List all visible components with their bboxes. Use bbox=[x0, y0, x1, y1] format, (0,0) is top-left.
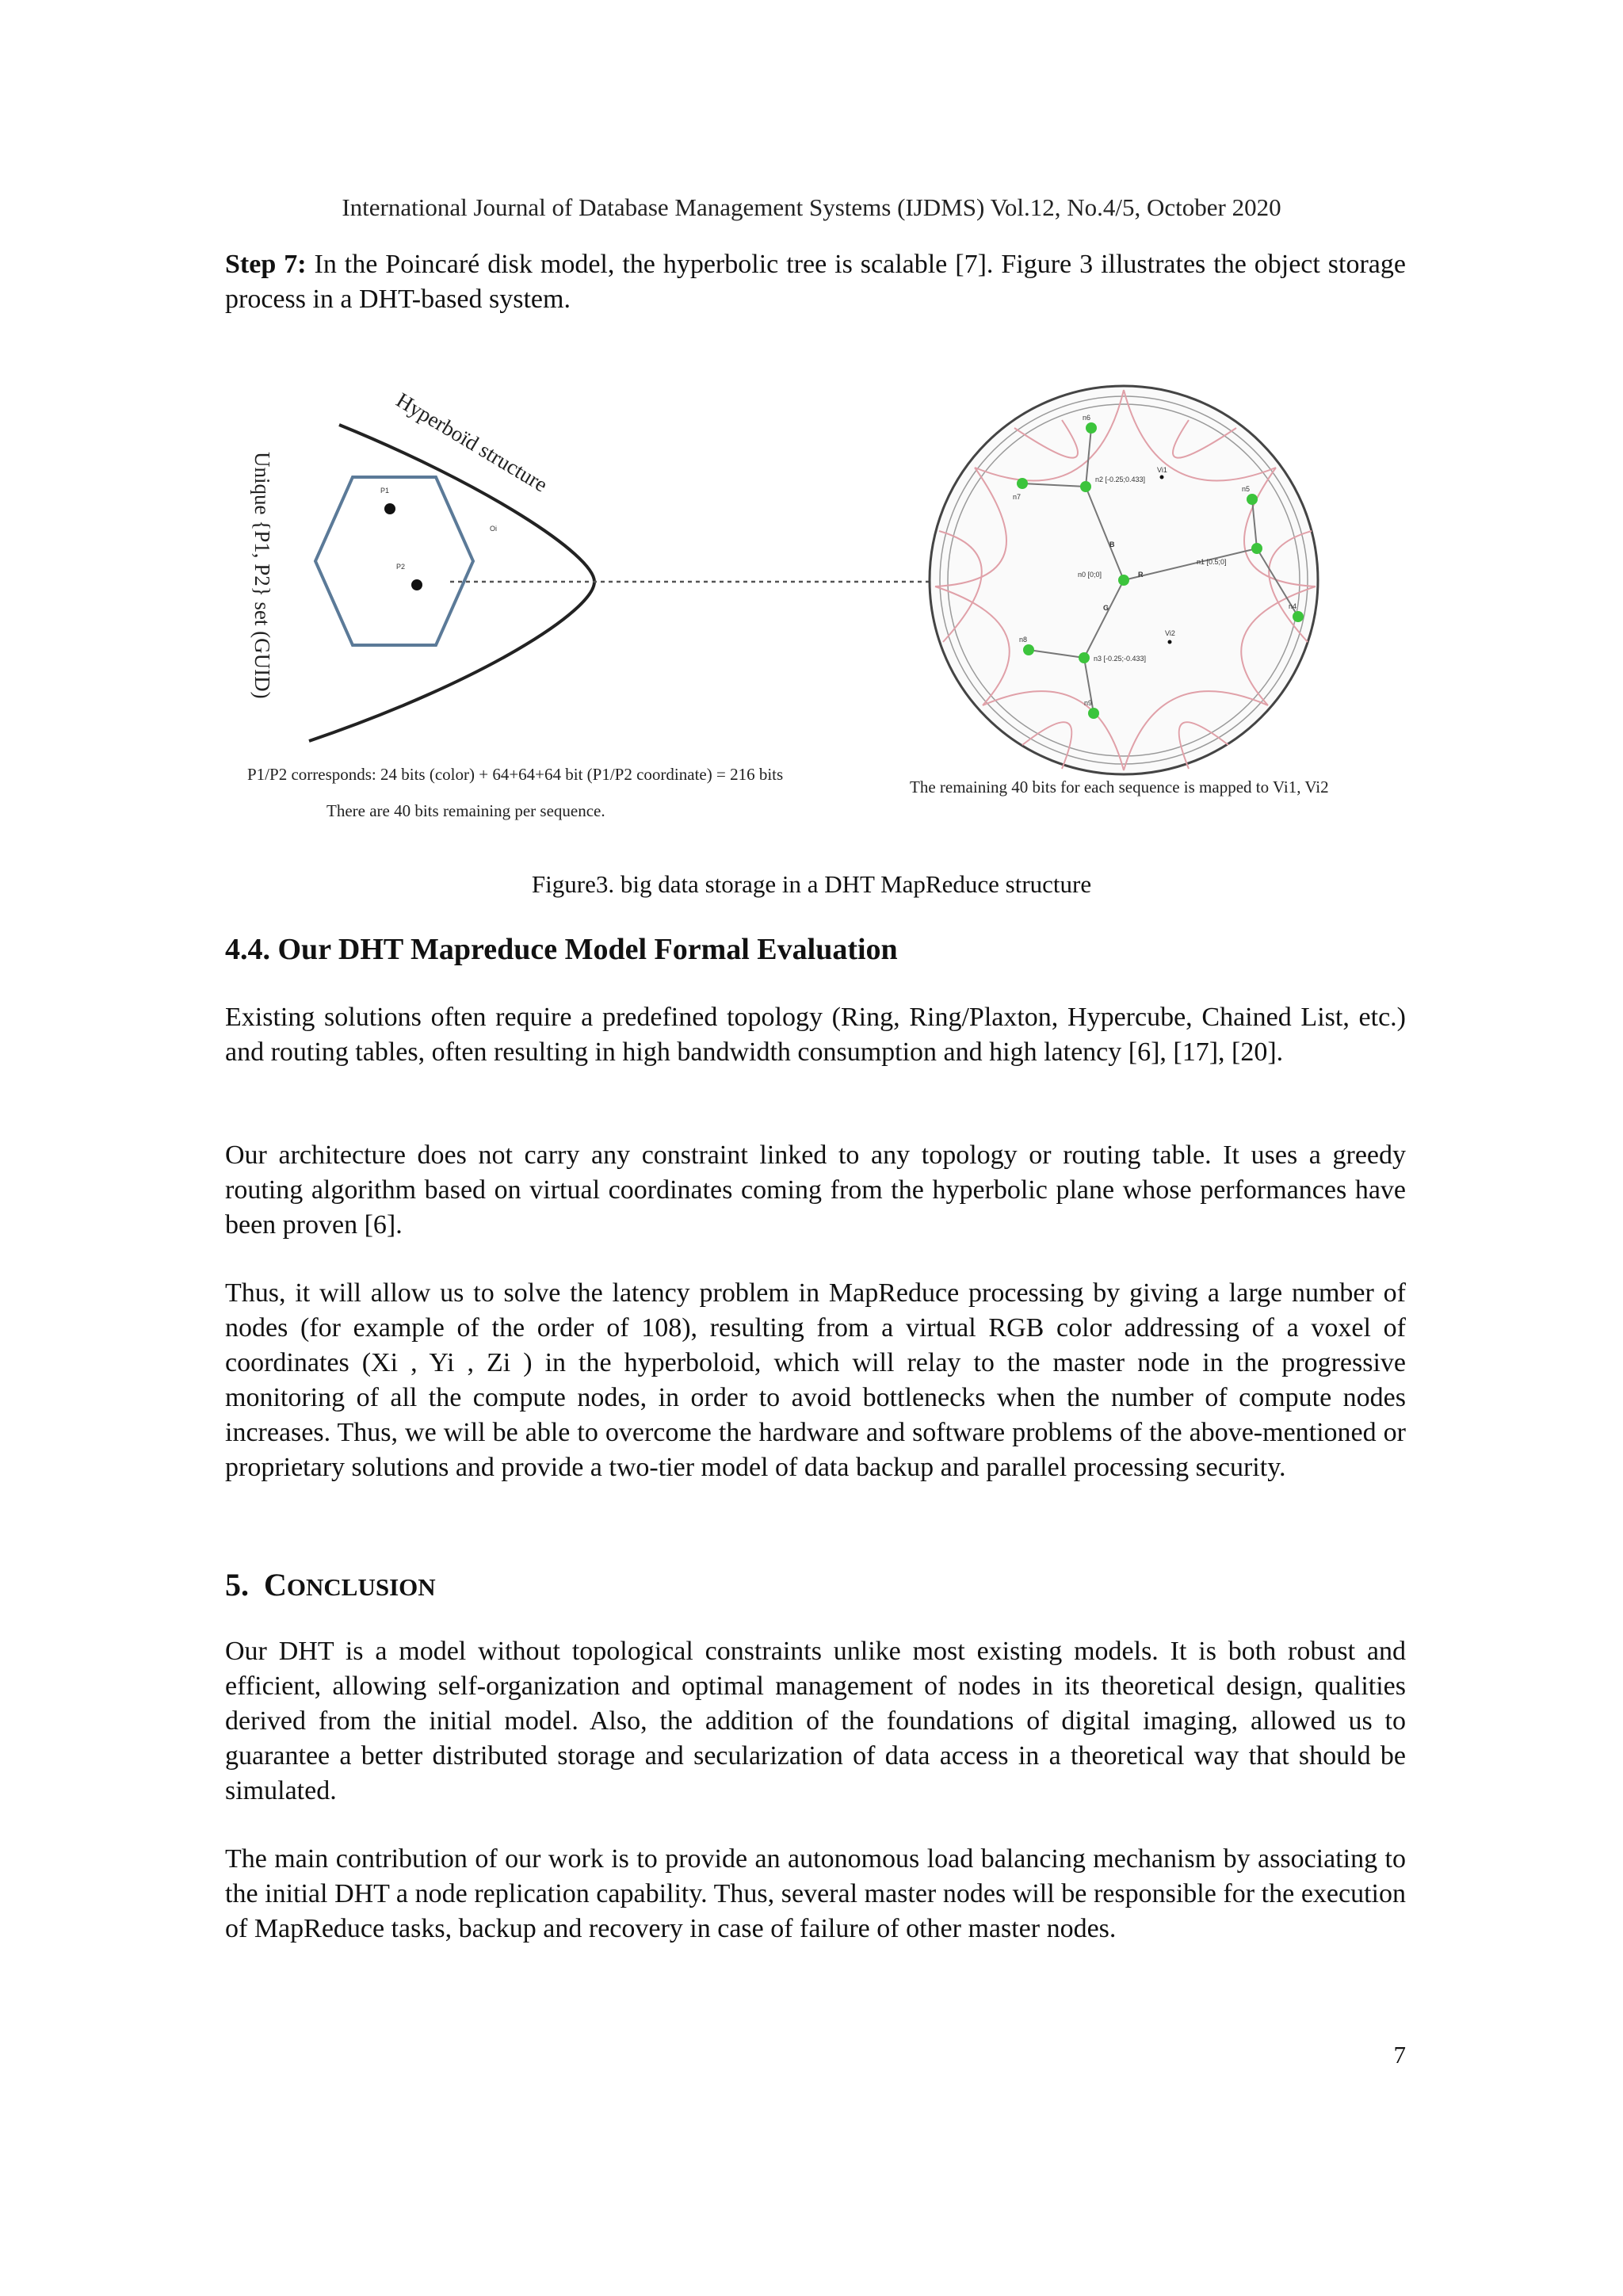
hyperboloid-curve bbox=[309, 425, 594, 741]
section-4-4-heading: 4.4. Our DHT Mapreduce Model Formal Evaluation bbox=[225, 933, 898, 966]
label-vi1: Vi1 bbox=[1157, 466, 1167, 474]
p2-label: P2 bbox=[396, 563, 406, 571]
label-r: R bbox=[1138, 571, 1144, 579]
section-5-number: 5. bbox=[225, 1567, 249, 1603]
node-n0 bbox=[1118, 575, 1129, 586]
node-n7 bbox=[1017, 478, 1028, 489]
label-n2: n2 [-0.25;0.433] bbox=[1095, 476, 1146, 483]
node-n9 bbox=[1088, 708, 1099, 719]
vi2-point bbox=[1168, 640, 1172, 644]
node-n5 bbox=[1247, 494, 1258, 505]
poincare-disk bbox=[930, 386, 1318, 774]
section-5-heading bbox=[225, 1566, 1406, 1603]
p1-p2-hexagon bbox=[315, 477, 473, 645]
oi-label: Oi bbox=[490, 525, 497, 533]
step-7-paragraph bbox=[225, 247, 1406, 317]
section-4-4-paragraph-1: Existing solutions often require a predefined topology (Ring, Ring/Plaxton, Hypercube, Chained List, etc.) and routing tables, often resulting in high bandwidth consumption and high latency [6], [17], [20]. bbox=[225, 1003, 1406, 1067]
step-7-label: Step 7: bbox=[225, 250, 307, 279]
figure-3 bbox=[222, 372, 1411, 832]
label-n8: n8 bbox=[1019, 636, 1028, 644]
node-n8 bbox=[1023, 644, 1034, 655]
label-n6: n6 bbox=[1083, 414, 1091, 422]
running-header: International Journal of Database Management Systems (IJDMS) Vol.12, No.4/5, October 2020 bbox=[342, 193, 1281, 221]
p2-point bbox=[411, 579, 422, 590]
bits-note-2: There are 40 bits remaining per sequence. bbox=[327, 801, 605, 820]
section-5-title-initial: C bbox=[264, 1567, 287, 1603]
p1-point bbox=[384, 503, 395, 514]
conclusion-paragraph-1: Our DHT is a model without topological constraints unlike most existing models. It is both robust and efficient, allowing self-organization and optimal management of nodes in its theoretical design, qualities derived from the initial model. Also, the addition of the foundations of digital imaging, allowed us to guarantee a better distributed storage and secularization of data access in a theoretical way that should be simulated. bbox=[225, 1637, 1406, 1805]
node-n4 bbox=[1293, 611, 1304, 622]
label-n4: n4 bbox=[1289, 602, 1297, 610]
node-n3 bbox=[1079, 652, 1090, 663]
label-n5: n5 bbox=[1242, 485, 1251, 493]
p1-label: P1 bbox=[380, 487, 390, 495]
figure-caption: Figure3. big data storage in a DHT MapReduce structure bbox=[531, 870, 1092, 898]
bits-note-1: P1/P2 corresponds: 24 bits (color) + 64+64+64 bit (P1/P2 coordinate) = 216 bits bbox=[247, 765, 784, 784]
label-n3: n3 [-0.25;-0.433] bbox=[1094, 655, 1147, 663]
vi1-point bbox=[1160, 476, 1164, 479]
hyperboloid-label: Hyperboïd structure bbox=[391, 388, 552, 497]
label-n1: n1 [0.5;0] bbox=[1197, 558, 1227, 566]
section-4-4-paragraph-3: Thus, it will allow us to solve the latency problem in MapReduce processing by giving a large number of nodes (for example of the order of 108), resulting from a virtual RGB color addressing of a voxel of coordinates (Xi , Yi , Zi ) in the hyperboloid, which will relay to the master node in the progressive monitoring of all the compute nodes, in order to avoid bottlenecks when the number of compute nodes increases. Thus, we will be able to overcome the hardware and software problems of the above-mentioned or proprietary solutions and provide a two-tier model of data backup and parallel processing security. bbox=[225, 1278, 1406, 1482]
remaining-bits-note: The remaining 40 bits for each sequence is mapped to Vi1, Vi2 bbox=[910, 777, 1329, 797]
section-4-4-paragraph-2: Our architecture does not carry any constraint linked to any topology or routing table. It uses a greedy routing algorithm based on virtual coordinates coming from the hyperbolic plane whose performances have been proven [6]. bbox=[225, 1140, 1406, 1240]
label-n0: n0 [0;0] bbox=[1078, 571, 1102, 579]
label-n7: n7 bbox=[1013, 493, 1022, 501]
label-g: G bbox=[1103, 604, 1109, 612]
conclusion-paragraph-2: The main contribution of our work is to provide an autonomous load balancing mechanism by associating to the initial DHT a node replication capability. Thus, several master nodes will be responsible for the execution of MapReduce tasks, backup and recovery in case of failure of other master nodes. bbox=[225, 1844, 1406, 1943]
node-n6 bbox=[1086, 422, 1097, 434]
section-5-title-rest: ONCLUSION bbox=[286, 1573, 436, 1601]
page-number: 7 bbox=[1393, 2041, 1406, 2069]
node-n2 bbox=[1080, 481, 1091, 492]
node-n1 bbox=[1251, 543, 1262, 554]
label-vi2: Vi2 bbox=[1165, 629, 1175, 637]
step-7-text: In the Poincaré disk model, the hyperbolic tree is scalable [7]. Figure 3 illustrates the object storage process in a DHT-based system. bbox=[225, 250, 1406, 314]
label-b: B bbox=[1109, 541, 1115, 548]
guid-vertical-label: Unique {P1, P2} set (GUID) bbox=[250, 452, 274, 699]
label-n9: n9 bbox=[1084, 699, 1093, 707]
